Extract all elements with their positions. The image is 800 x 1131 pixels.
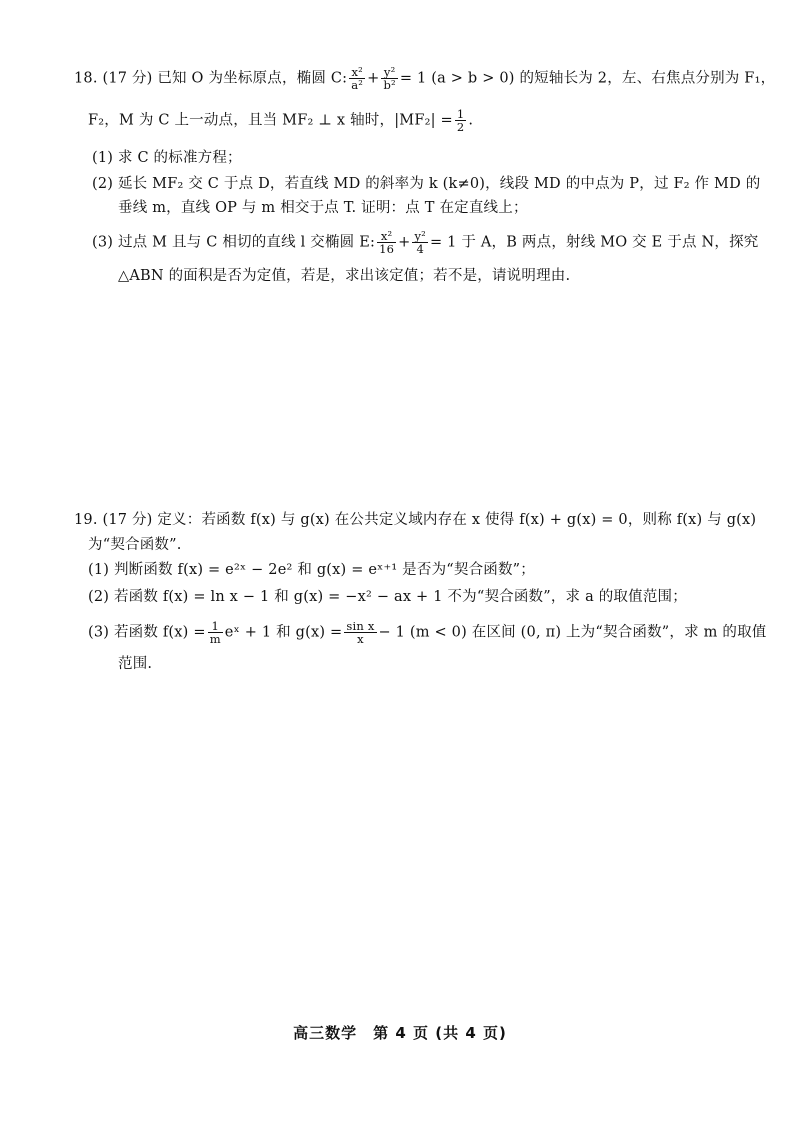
q18-line-1: 18. (17 分) 已知 O 为坐标原点，椭圆 C: $\frac{\text{x²}}{\text{a²}}$ + $\frac{\text{y²}}{\text{b²}}$ = 1 (a > b > 0) 的短轴长为 2，左、右焦点分别为 F₁， xyxy=(74,65,776,92)
page-footer: 高三数学 第 4 页 (共 4 页) xyxy=(293,1024,507,1042)
q19-part-1: (1) 判断函数 f(x) = e²ˣ − 2e² 和 g(x) = eˣ⁺¹ 是否为“契合函数”； xyxy=(88,562,535,578)
q18-part-2-line-1: (2) 延长 MF₂ 交 C 于点 D，若直线 MD 的斜率为 k (k≠0)，线段 MD 的中点为 P，过 F₂ 作 MD 的 xyxy=(92,176,761,192)
q18-part-3-line-1: (3) 过点 M 且与 C 相切的直线 l 交椭圆 E: $\frac{\text{x²}}{16}$ + $\frac{\text{y²}}{4}$ = 1 于 A，B 两点，射线 MO 交 E 于点 N，探究 xyxy=(92,229,759,256)
fraction-x2-a2: $\frac{\text{x²}}{\text{a²}}$ xyxy=(351,65,364,92)
fraction-one-half: $\frac{1}{2}$ xyxy=(456,107,465,134)
q19-part-3-line-1: (3) 若函数 f(x) = $\frac{1}{m}$ eˣ + 1 和 g(x) = $\frac{\text{sin x}}{x}$ − 1 (m < 0) 在区间 (0, π) 上为“契合函数”，求 m 的取值 xyxy=(88,619,767,646)
q19-part-2: (2) 若函数 f(x) = ln x − 1 和 g(x) = −x² − ax + 1 不为“契合函数”，求 a 的取值范围； xyxy=(88,589,687,605)
fraction-y2-4: $\frac{\text{y²}}{4}$ xyxy=(414,229,426,256)
q19-line-1: 19. (17 分) 定义：若函数 f(x) 与 g(x) 在公共定义域内存在 x 使得 f(x) + g(x) = 0，则称 f(x) 与 g(x) xyxy=(74,512,757,528)
q18-part-3-line-2: △ABN 的面积是否为定值，若是，求出该定值；若不是，请说明理由. xyxy=(118,268,571,284)
q19-part-3-line-2: 范围. xyxy=(118,656,153,672)
q18-part-2-line-2: 垂线 m，直线 OP 与 m 相交于点 T. 证明：点 T 在定直线上； xyxy=(118,200,528,216)
fraction-sinx-x: $\frac{\text{sin x}}{x}$ xyxy=(346,619,375,646)
q18-part-1: (1) 求 C 的标准方程； xyxy=(92,150,242,166)
q18-stem-text: 18. (17 分) 已知 O 为坐标原点，椭圆 C: xyxy=(74,70,348,87)
fraction-x2-16: $\frac{\text{x²}}{16}$ xyxy=(379,229,395,256)
fraction-y2-b2: $\frac{\text{y²}}{\text{b²}}$ xyxy=(383,65,396,92)
q19-line-2: 为“契合函数”. xyxy=(88,537,182,553)
fraction-1-m: $\frac{1}{m}$ xyxy=(209,619,221,646)
q18-line-2: F₂，M 为 C 上一动点，且当 MF₂ ⊥ x 轴时，|MF₂| = $\frac{1}{2}$ . xyxy=(88,107,474,134)
